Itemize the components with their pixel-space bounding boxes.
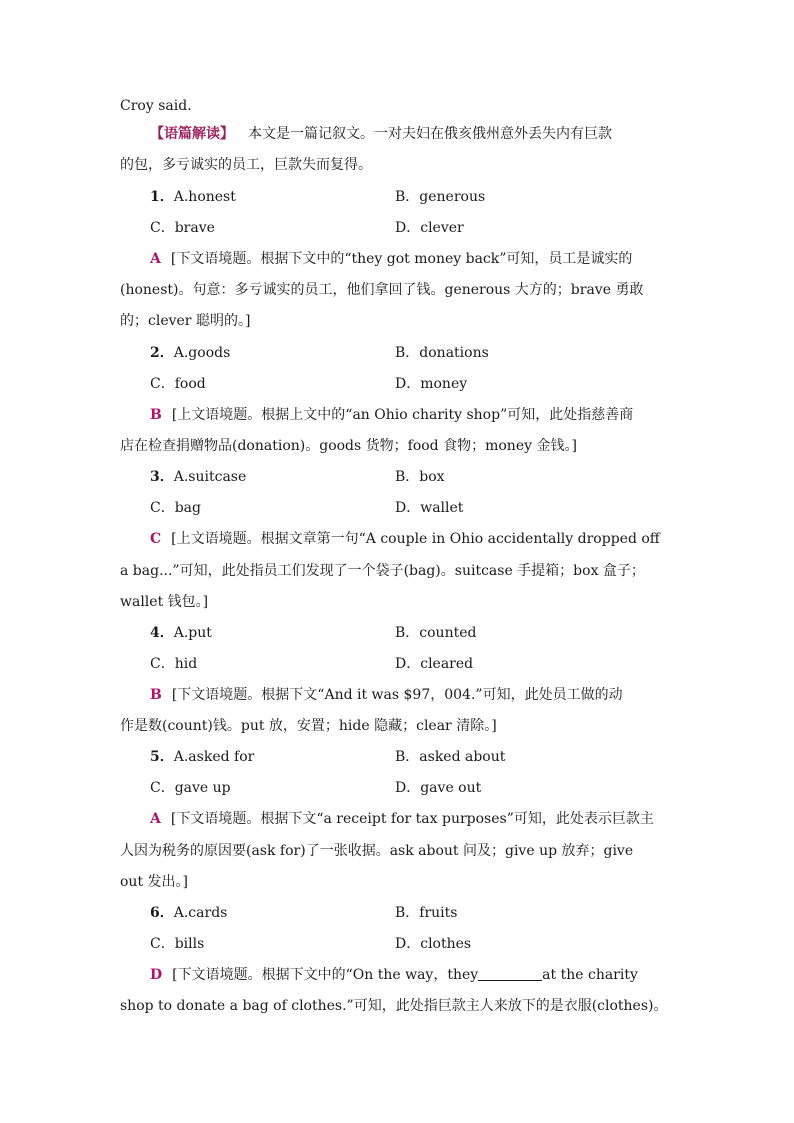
option-b: B．box <box>395 469 445 485</box>
option-a: A.asked for <box>173 749 255 765</box>
explanation-5-line-2: 人因为税务的原因要(ask for)了一张收据。ask about 问及；give up 放弃；give <box>120 843 634 859</box>
option-c: C．gave up <box>150 780 231 796</box>
summary-text-1: 本文是一篇记叙文。一对夫妇在俄亥俄州意外丢失内有巨款 <box>248 126 612 142</box>
question-number: 4． <box>150 625 174 641</box>
fill-in-blank <box>478 966 542 981</box>
option-a: A.honest <box>173 189 236 205</box>
option-b: B．asked about <box>395 749 506 765</box>
explanation-1-line-2: (honest)。句意：多亏诚实的员工，他们拿回了钱。generous 大方的；brave 勇敢 <box>120 282 644 298</box>
passage-analysis-tag: 【语篇解读】 <box>150 126 234 142</box>
option-b: B．generous <box>395 189 486 205</box>
explanation-2-line-1 <box>150 405 633 425</box>
option-b: B．fruits <box>395 905 458 921</box>
option-d: D．wallet <box>395 500 464 516</box>
answer-letter: B <box>150 687 162 703</box>
explanation-3-line-1 <box>150 529 660 549</box>
question-2-row-a <box>150 343 230 363</box>
question-3-row-a <box>150 467 246 487</box>
explanation-text: [下文语境题。根据下文“And it was $97，004.”可知，此处员工做的动 <box>171 687 623 703</box>
question-number: 5． <box>150 749 174 765</box>
question-number: 3． <box>150 469 174 485</box>
option-b: B．counted <box>395 625 477 641</box>
option-c: C．bills <box>150 936 205 952</box>
option-c: C．hid <box>150 656 198 672</box>
explanation-1-line-3: 的；clever 聪明的。] <box>120 313 251 329</box>
option-a: A.cards <box>173 905 228 921</box>
explanation-text: [下文语境题。根据下文“a receipt for tax purposes”可知，此处表示巨款主 <box>170 811 654 827</box>
option-c: C．brave <box>150 220 215 236</box>
summary-line-1 <box>150 124 612 144</box>
explanation-4-line-2: 作是数(count)钱。put 放，安置；hide 隐藏；clear 清除。] <box>120 718 497 734</box>
explanation-6-line-2: shop to donate a bag of clothes.”可知，此处指巨款主人来放下的是衣服(clothes)。 <box>120 998 668 1014</box>
explanation-3-line-3: wallet 钱包。] <box>120 594 209 610</box>
question-1-row-ab <box>150 187 236 207</box>
option-d: D．gave out <box>395 780 482 796</box>
top-line: Croy said. <box>120 98 192 114</box>
answer-letter: D <box>150 967 163 983</box>
explanation-text: [上文语境题。根据文章第一句“A couple in Ohio accidentally dropped off <box>171 531 660 547</box>
question-number: 2． <box>150 345 174 361</box>
option-a: A.goods <box>173 345 231 361</box>
explanation-text: [下文语境题。根据下文中的“On the way，they <box>172 967 479 983</box>
option-d: D．money <box>395 376 468 392</box>
option-c: C．food <box>150 376 206 392</box>
question-number: 6． <box>150 905 174 921</box>
explanation-5-line-3: out 发出。] <box>120 874 188 890</box>
explanation-3-line-2: a bag...”可知，此处指员工们发现了一个袋子(bag)。suitcase 手提箱；box 盒子； <box>120 563 645 579</box>
question-4-row-a <box>150 623 212 643</box>
option-d: D．clothes <box>395 936 472 952</box>
question-5-row-a <box>150 747 254 767</box>
answer-letter: B <box>150 407 162 423</box>
option-c: C．bag <box>150 500 201 516</box>
option-d: D．cleared <box>395 656 474 672</box>
answer-letter: A <box>150 811 161 827</box>
explanation-5-line-1 <box>150 809 654 829</box>
summary-line-2: 的包，多亏诚实的员工，巨款失而复得。 <box>120 157 372 173</box>
option-b: B．donations <box>395 345 489 361</box>
question-6-row-a <box>150 903 227 923</box>
explanation-6-line-1 <box>150 965 638 985</box>
question-number: 1． <box>150 189 174 205</box>
option-a: A.suitcase <box>173 469 247 485</box>
explanation-2-line-2: 店在检查捐赠物品(donation)。goods 货物；food 食物；money 金钱。] <box>120 438 577 454</box>
answer-letter: C <box>150 531 162 547</box>
explanation-1-line-1 <box>150 249 632 269</box>
option-a: A.put <box>173 625 212 641</box>
explanation-text-tail: at the charity <box>542 967 638 983</box>
option-d: D．clever <box>395 220 464 236</box>
explanation-text: [下文语境题。根据下文中的“they got money back”可知，员工是诚实的 <box>170 251 633 267</box>
answer-letter: A <box>150 251 161 267</box>
explanation-4-line-1 <box>150 685 623 705</box>
explanation-text: [上文语境题。根据上文中的“an Ohio charity shop”可知，此处指慈善商 <box>171 407 634 423</box>
